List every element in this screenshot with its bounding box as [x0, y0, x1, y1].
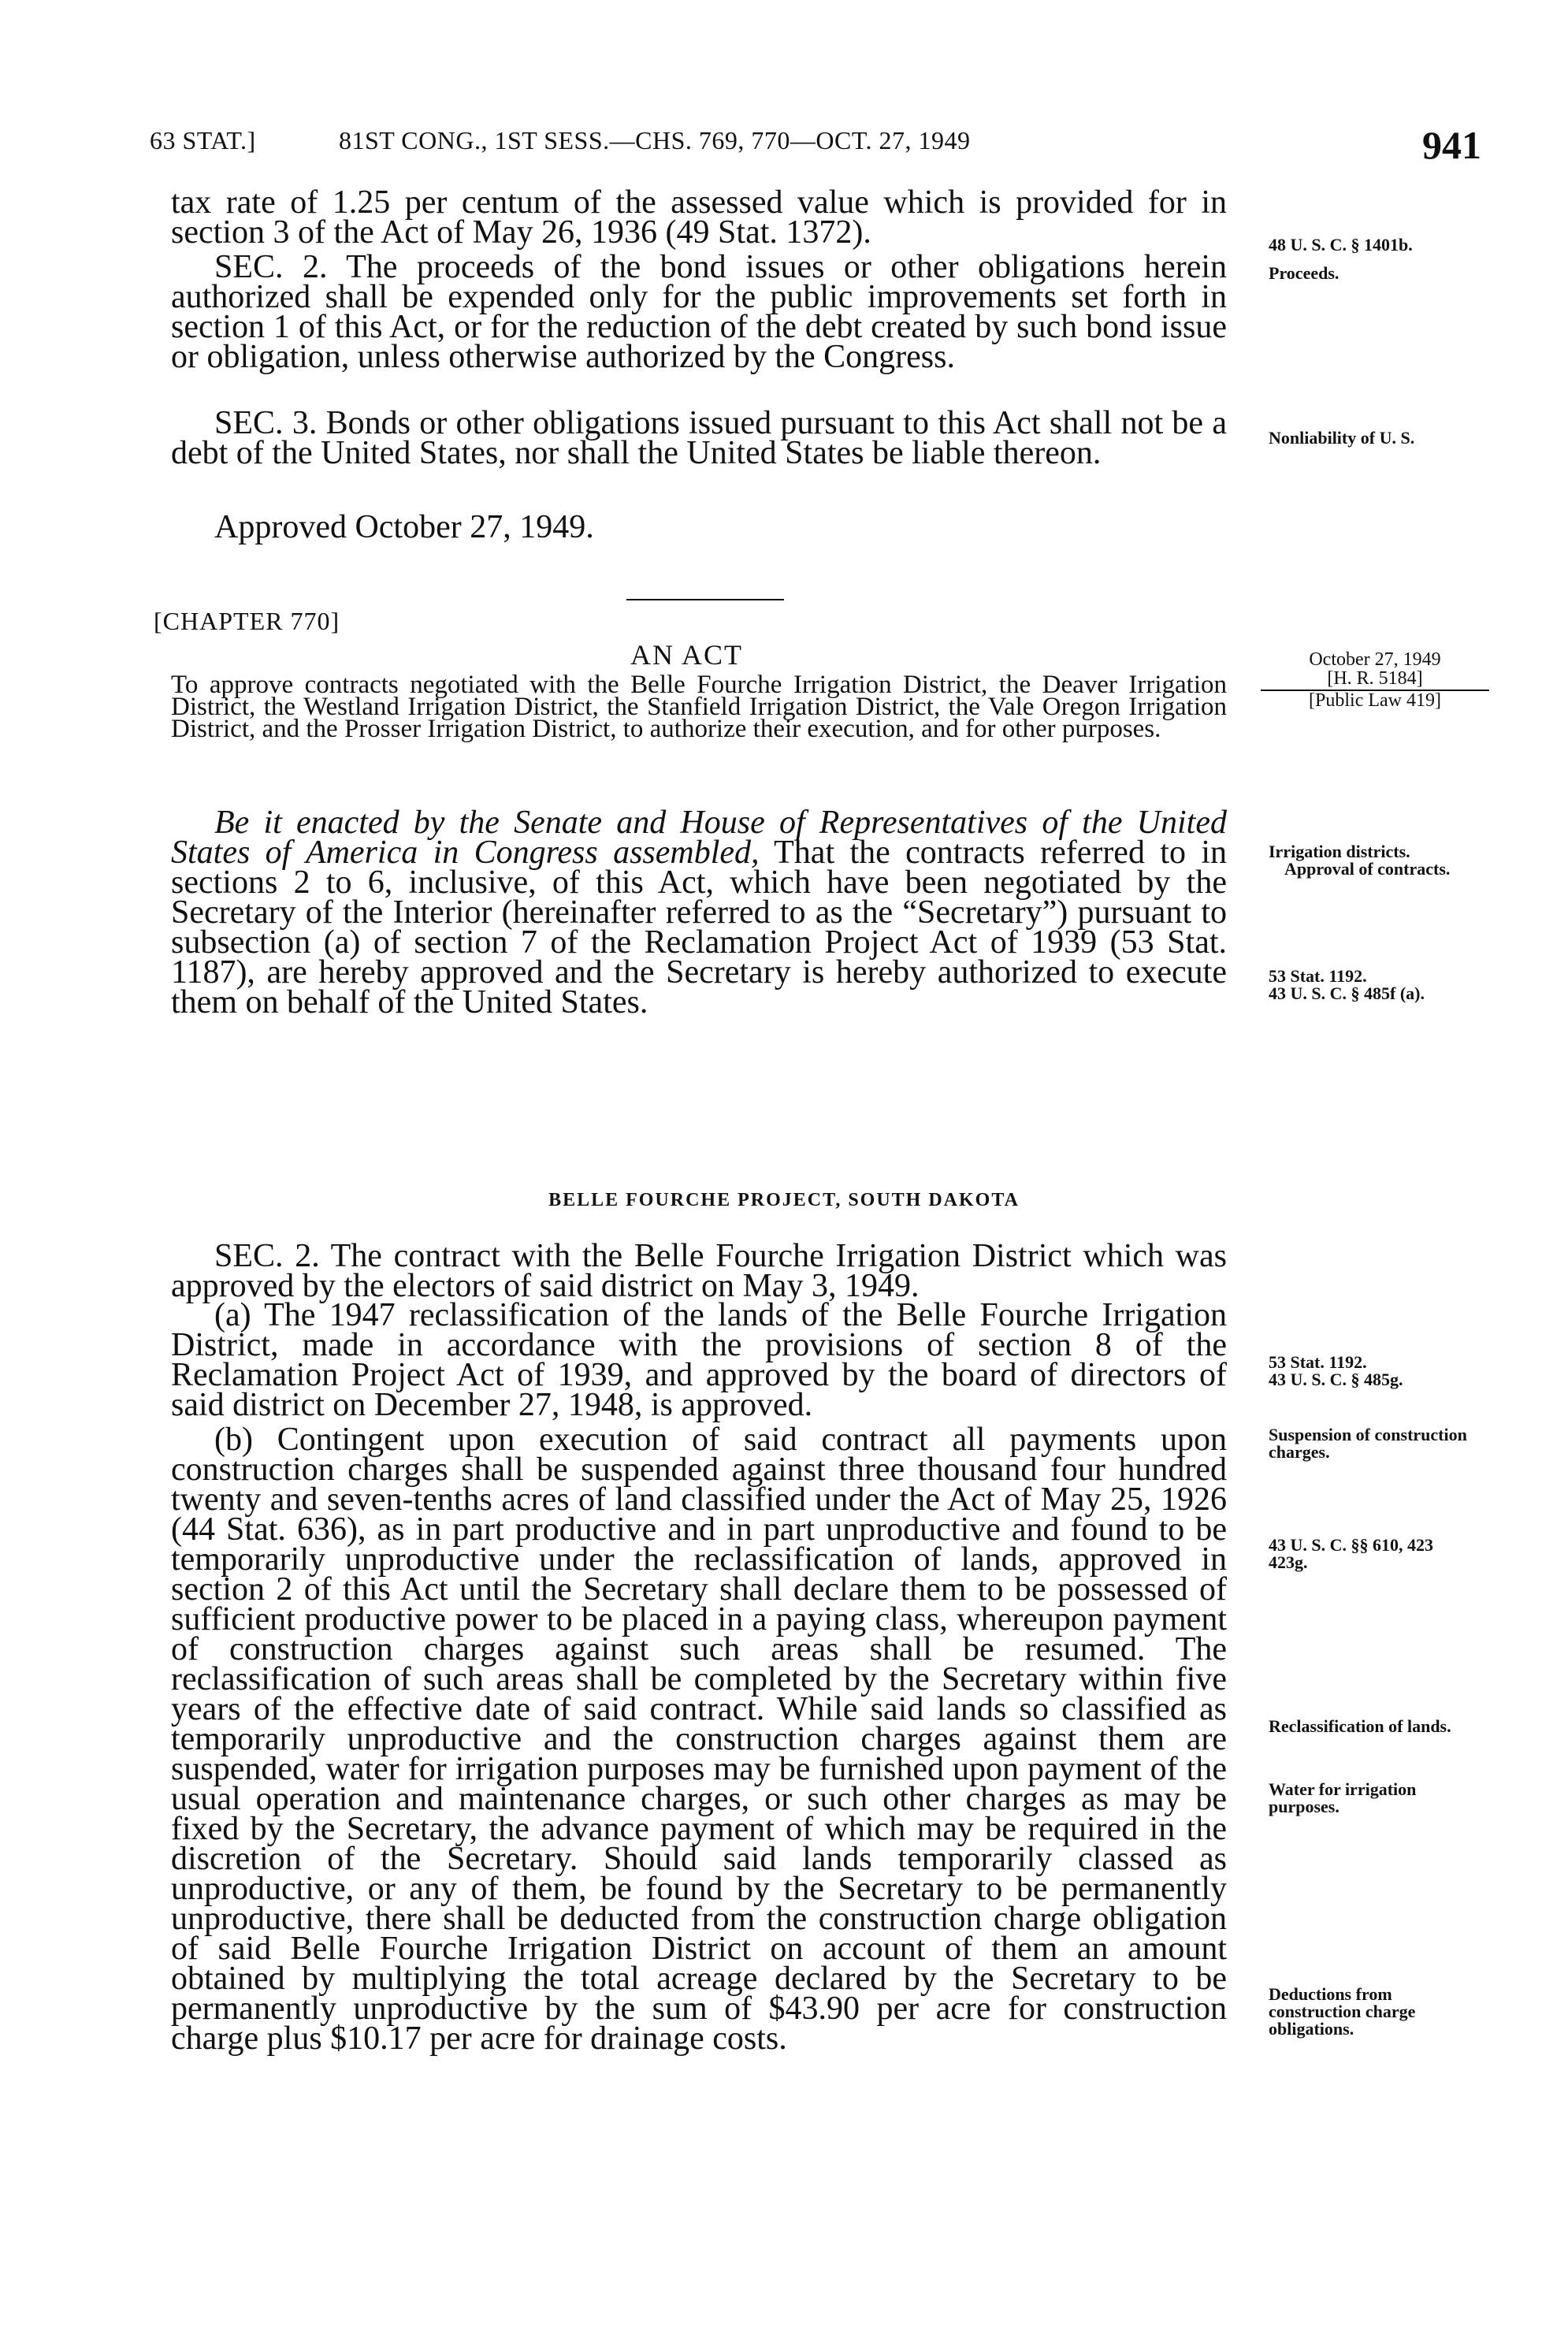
- chapter-label: [CHAPTER 770]: [154, 607, 340, 635]
- act-date: October 27, 1949: [1309, 649, 1441, 670]
- margin-note-stat-1192-a: [1269, 968, 1473, 1002]
- enacting-text: That the contracts referred to in sections 2 to 6, inclusive, of this Act, which have been negotiated by the Secretary of the Interior (hereinafter referred to as the “Secretary”) pursuant to subsection (a) of section 7 of the Reclamation Project Act of 1939 (53 Stat. 1187), are hereby approved and the Secretary is hereby authorized to execute them on behalf of the United States.: [171, 835, 1227, 1020]
- act-title-text: To approve contracts negotiated with the Belle Fourche Irrigation District, the Deaver Irrigation District, the Westland Irrigation District, the Stanfield Irrigation District, the Vale Oregon Irrigation District, and the Prosser Irrigation District, to authorize their execution, and for other purposes.: [171, 671, 1227, 743]
- bill-info: [1261, 650, 1489, 710]
- paragraph-sec-3: [171, 405, 1228, 471]
- note-usc: 43 U. S. C. § 485f (a).: [1269, 983, 1425, 1003]
- section-heading-belle-fourche: BELLE FOURCHE PROJECT, SOUTH DAKOTA: [548, 1190, 1020, 1210]
- act-title: [171, 671, 1227, 743]
- paragraph-belle-b: [171, 1422, 1227, 2057]
- margin-note-water: Water for irrigation purposes.: [1269, 1779, 1417, 1816]
- paragraph-text: Bonds or other obligations issued pursuant to this Act shall not be a debt of the United States, nor shall the United States be liable thereon.: [171, 405, 1228, 471]
- act-heading: AN ACT: [630, 639, 744, 671]
- paragraph-belle-sec-2: [171, 1238, 1227, 1304]
- approval-text: Approved October 27, 1949.: [214, 509, 594, 545]
- running-head-left: 63 STAT.]: [150, 126, 256, 154]
- section-lead: SEC. 2.: [214, 1238, 320, 1274]
- margin-note-usc-610: 43 U. S. C. §§ 610, 423 423g.: [1269, 1535, 1434, 1572]
- paragraph-text: The contract with the Belle Fourche Irrigation District which was approved by the electors of said district on May 3, 1949.: [171, 1238, 1227, 1304]
- margin-note-nonliability: Nonliability of U. S.: [1269, 428, 1415, 448]
- paragraph-text: The proceeds of the bond issues or other obligations herein authorized shall be expended only for the public improvements set forth in section 1 of this Act, or for the reduction of the debt created by such bond issue or obligation, unless otherwise authorized by the Congress.: [171, 249, 1227, 375]
- section-lead: SEC. 3.: [214, 405, 318, 441]
- margin-note-irrigation-districts: [1269, 843, 1473, 878]
- approval-line: [171, 509, 1227, 545]
- note-stat: 53 Stat. 1192.: [1269, 966, 1367, 986]
- paragraph-belle-a: [171, 1297, 1227, 1423]
- bill-number: [H. R. 5184]: [1261, 669, 1489, 691]
- enacting-formula: Be it enacted by the Senate and House of Representatives of the United States of America in Congress assembled,: [171, 805, 1227, 871]
- paragraph-sec-2: [171, 249, 1227, 375]
- divider-rule: [626, 599, 784, 600]
- paragraph-text: tax rate of 1.25 per centum of the assessed value which is provided for in section 3 of the Act of May 26, 1936 (49 Stat. 1372).: [171, 184, 1227, 251]
- margin-note-stat-1192-b: [1269, 1354, 1473, 1388]
- margin-note-deductions: Deductions from construction charge obligations.: [1269, 1984, 1416, 2039]
- note-approval: Approval of contracts.: [1284, 859, 1451, 879]
- section-lead: SEC. 2.: [214, 249, 328, 285]
- running-head-center: 81ST CONG., 1ST SESS.—CHS. 769, 770—OCT. 27, 1949: [339, 126, 971, 154]
- paragraph-tax-rate: [171, 184, 1227, 251]
- margin-note-suspension: Suspension of construction charges.: [1269, 1425, 1467, 1462]
- public-law: [Public Law 419]: [1309, 690, 1441, 711]
- margin-note-usc-1401b: 48 U. S. C. § 1401b.: [1269, 235, 1413, 255]
- note-usc: 43 U. S. C. § 485g.: [1269, 1370, 1403, 1389]
- paragraph-text: (b) Contingent upon execution of said contract all payments upon construction charges shall be suspended against three thousand four hundred twenty and seven-tenths acres of land classified under the Act of May 25, 1926 (44 Stat. 636), as in part productive and in part unproductive and found to be temporarily unproductive under the reclassification of lands, approved in section 2 of this Act until the Secretary shall declare them to be possessed of sufficient productive power to be placed in a paying class, whereupon payment of construction charges against such areas shall be resumed. The reclassification of such areas shall be completed by the Secretary within five years of the effective date of said contract. While said lands so classified as temporarily unproductive and the construction charges against them are suspended, water for irrigation purposes may be furnished upon payment of the usual operation and maintenance charges, or such other charges as may be fixed by the Secretary, the advance payment of which may be required in the discretion of the Secretary. Should said lands temporarily classed as unproductive, or any of them, be found by the Secretary to be permanently unproductive, there shall be deducted from the construction charge obligation of said Belle Fourche Irrigation District on account of them an amount obtained by multiplying the total acreage declared by the Secretary to be permanently unproductive by the sum of $43.90 per acre for construction charge plus $10.17 per acre for drainage costs.: [171, 1422, 1227, 2057]
- margin-note-proceeds: Proceeds.: [1269, 263, 1339, 283]
- note-irrigation-districts: Irrigation districts.: [1269, 842, 1410, 861]
- paragraph-text: (a) The 1947 reclassification of the lands of the Belle Fourche Irrigation District, made in accordance with the provisions of section 8 of the Reclamation Project Act of 1939, and approved by the board of directors of said district on December 27, 1948, is approved.: [171, 1297, 1227, 1423]
- margin-note-reclassification: Reclassification of lands.: [1269, 1716, 1451, 1736]
- enacting-clause: [171, 805, 1227, 1020]
- note-stat: 53 Stat. 1192.: [1269, 1352, 1367, 1372]
- page-number: 941: [1422, 123, 1481, 167]
